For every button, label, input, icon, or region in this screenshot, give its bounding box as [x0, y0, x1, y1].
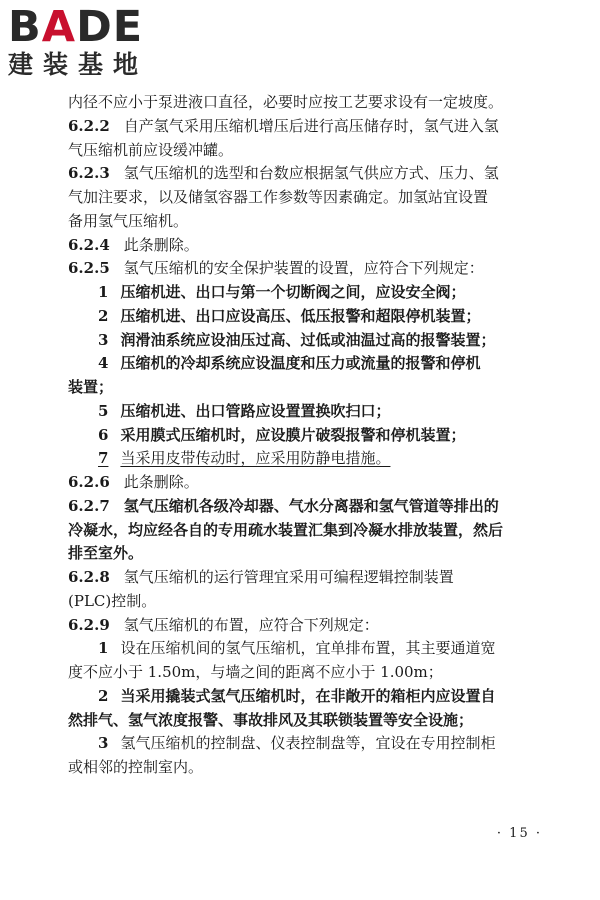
clause-6-2-2: 6.2.2 自产氢气采用压缩机增压后进行高压储存时，氢气进入氢	[68, 116, 499, 135]
text-line: 然排气、氢气浓度报警、事故排风及其联锁装置等安全设施；	[68, 710, 474, 729]
text-line: 内径不应小于泵进液口直径，必要时应按工艺要求设有一定坡度。	[68, 93, 504, 111]
list-item: 6 采用膜式压缩机时，应设膜片破裂报警和停机装置；	[98, 425, 466, 444]
text-line: 或相邻的控制室内。	[68, 758, 204, 776]
list-item: 3 润滑油系统应设油压过高、过低或油温过高的报警装置；	[98, 330, 496, 349]
list-item: 3 氢气压缩机的控制盘、仪表控制盘等，宜设在专用控制柜	[98, 734, 496, 753]
list-item: 5 压缩机进、出口管路应设置置换吹扫口；	[98, 401, 391, 420]
bade-logo	[8, 4, 176, 80]
logo-wordmark: BADE	[8, 2, 144, 52]
text-line: 冷凝水，均应经各自的专用疏水装置汇集到冷凝水排放装置，然后	[68, 520, 504, 539]
text-line: 排至室外。	[68, 544, 144, 563]
clause-6-2-6: 6.2.6 此条删除。	[68, 473, 199, 491]
clause-6-2-5: 6.2.5 氢气压缩机的安全保护装置的设置，应符合下列规定：	[68, 259, 484, 278]
page-number: · 15 ·	[496, 826, 542, 841]
clause-6-2-8: 6.2.8 氢气压缩机的运行管理宜采用可编程逻辑控制装置	[68, 568, 454, 586]
document-body	[68, 91, 550, 780]
clause-6-2-7: 6.2.7 氢气压缩机各级冷却器、气水分离器和氢气管道等排出的	[68, 496, 499, 515]
clause-6-2-9: 6.2.9 氢气压缩机的布置，应符合下列规定：	[68, 615, 379, 634]
text-line: (PLC)控制。	[68, 591, 157, 610]
list-item: 7 当采用皮带传动时，应采用防静电措施。	[98, 449, 391, 468]
list-item: 4 压缩机的冷却系统应设温度和压力或流量的报警和停机	[98, 354, 481, 373]
list-item: 1 设在压缩机间的氢气压缩机，宜单排布置，其主要通道宽	[98, 639, 496, 658]
list-item: 1 压缩机进、出口与第一个切断阀之间，应设安全阀；	[98, 283, 466, 301]
list-item: 2 当采用撬装式氢气压缩机时，在非敞开的箱柜内应设置自	[98, 686, 496, 705]
list-item: 2 压缩机进、出口应设高压、低压报警和超限停机装置；	[98, 306, 481, 325]
clause-6-2-3: 6.2.3 氢气压缩机的选型和台数应根据氢气供应方式、压力、氢	[68, 164, 499, 183]
text-line: 气压缩机前应设缓冲罐。	[68, 140, 234, 159]
clause-6-2-4: 6.2.4 此条删除。	[68, 235, 199, 254]
text-line: 备用氢气压缩机。	[68, 211, 189, 230]
logo-subtitle: 建装基地	[8, 50, 149, 79]
text-line: 度不应小于 1.50m，与墙之间的距离不应小于 1.00m；	[68, 663, 443, 681]
text-line: 气加注要求，以及储氢容器工作参数等因素确定。加氢站宜设置	[68, 188, 489, 206]
text-line: 装置；	[68, 378, 114, 396]
